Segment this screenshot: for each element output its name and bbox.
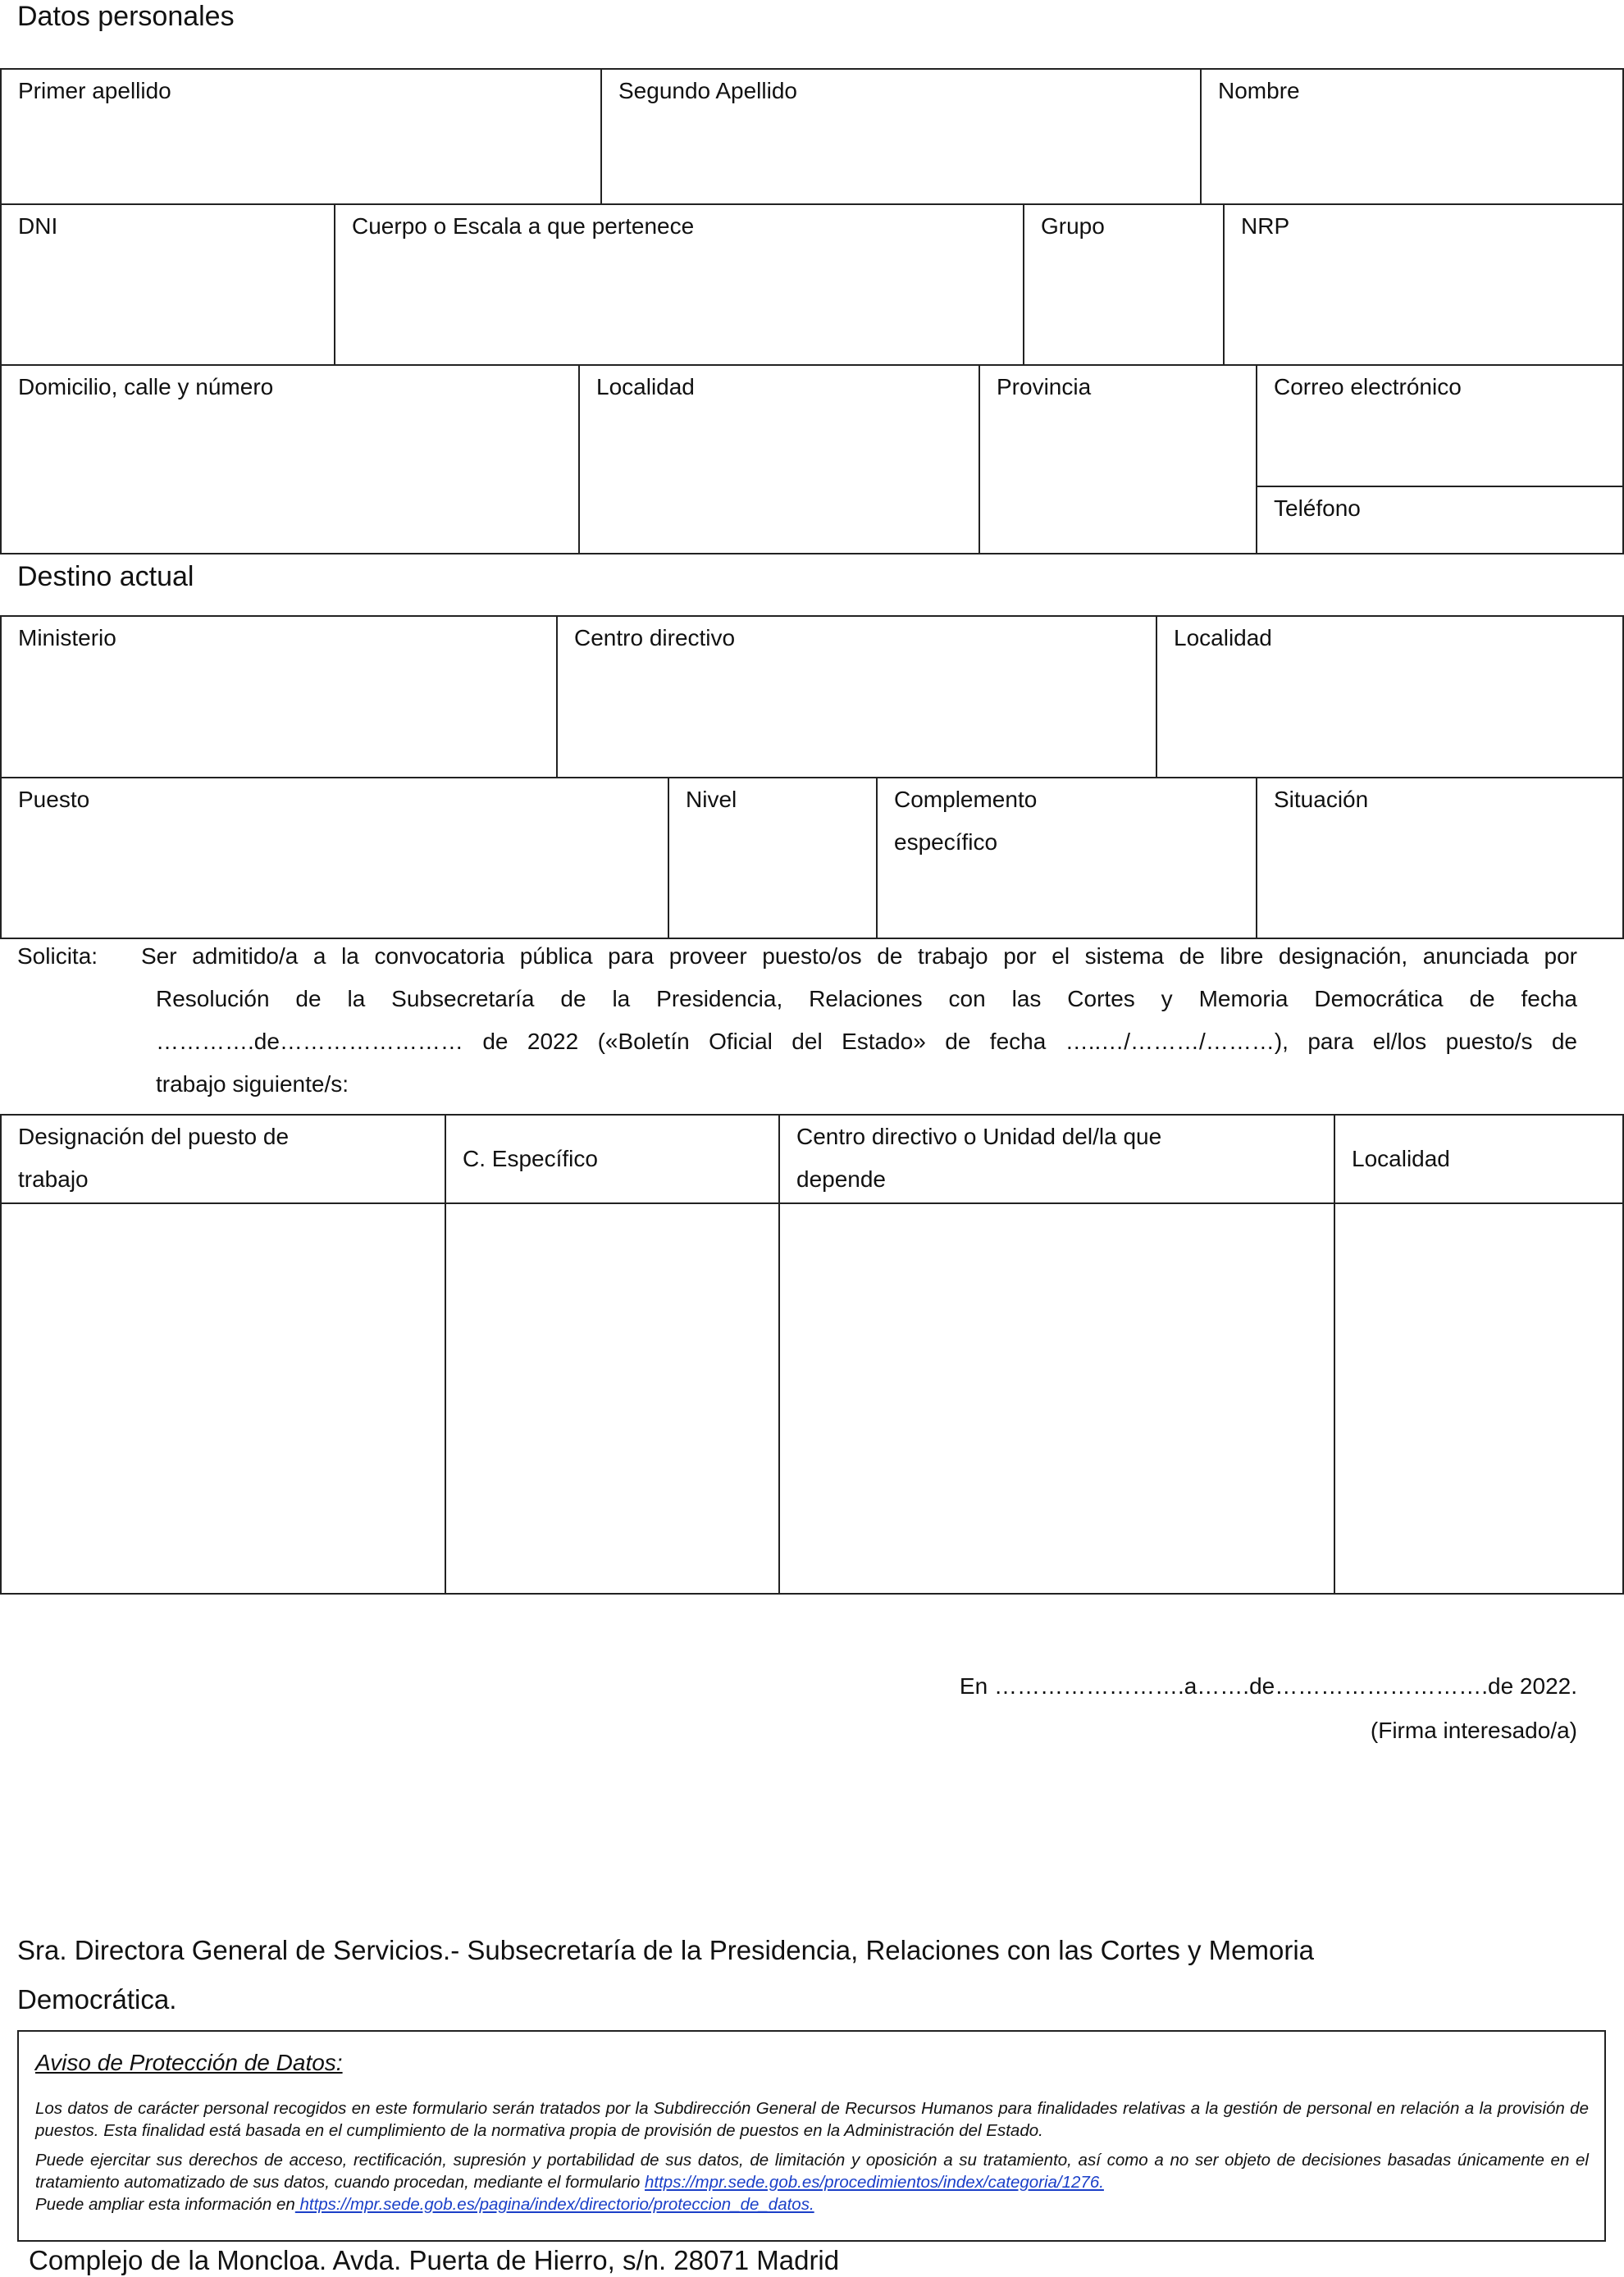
th-localidad xyxy=(1334,1114,1624,1204)
destinatario-line-1: Sra. Directora General de Servicios.- Subsecretaría de la Presidencia, Relaciones con las Cortes y Memoria xyxy=(17,1935,1315,1965)
label-provincia: Provincia xyxy=(997,374,1092,399)
field-complemento[interactable] xyxy=(876,777,1257,939)
th-designacion-line-1: Designación del puesto de xyxy=(18,1124,290,1149)
solicita-line-3: ………….de…………………… de 2022 («Boletín Oficial del Estado» de fecha …..…/………/………), para el/los puesto/s de xyxy=(156,1029,1577,1054)
aviso-link-proteccion-datos[interactable]: https://mpr.sede.gob.es/pagina/index/directorio/proteccion_de_datos. xyxy=(294,2195,814,2214)
label-cuerpo: Cuerpo o Escala a que pertenece xyxy=(352,213,695,239)
field-ministerio[interactable] xyxy=(0,615,558,778)
firma-fecha: En …………………….a…….de……………………….de 2022. xyxy=(959,1673,1577,1699)
th-localidad-label: Localidad xyxy=(1352,1146,1450,1171)
th-designacion xyxy=(0,1114,446,1204)
destinatario-line-2: Democrática. xyxy=(17,1984,177,2015)
label-destino-localidad: Localidad xyxy=(1174,625,1272,650)
label-telefono: Teléfono xyxy=(1274,495,1361,521)
label-dni: DNI xyxy=(18,213,58,239)
label-nivel: Nivel xyxy=(686,787,737,812)
td-centro-directivo[interactable] xyxy=(778,1202,1335,1595)
label-localidad: Localidad xyxy=(596,374,695,399)
th-centro-directivo xyxy=(778,1114,1335,1204)
label-nombre: Nombre xyxy=(1218,78,1300,103)
label-primer-apellido: Primer apellido xyxy=(18,78,171,103)
section-title-personal: Datos personales xyxy=(17,1,235,32)
field-nrp[interactable] xyxy=(1223,203,1624,366)
aviso-link-formulario[interactable]: https://mpr.sede.gob.es/procedimientos/index/categoria/1276. xyxy=(645,2173,1104,2192)
aviso-paragraph-2-text: Puede ejercitar sus derechos de acceso, rectificación, supresión y portabilidad de sus datos, de limitación y oposición a su tratamiento, así como a no ser objeto de decisiones basadas únicamente en el tratamiento automatizado de sus datos, cuando procedan, mediante el formulario xyxy=(35,2151,1589,2192)
field-puesto[interactable] xyxy=(0,777,669,939)
aviso-paragraph-3 xyxy=(35,2193,1589,2215)
solicita-line-4: trabajo siguiente/s: xyxy=(156,1071,349,1097)
th-centro-line-2: depende xyxy=(796,1166,887,1192)
field-nombre[interactable] xyxy=(1200,68,1624,205)
label-grupo: Grupo xyxy=(1041,213,1105,239)
label-domicilio: Domicilio, calle y número xyxy=(18,374,274,399)
td-localidad[interactable] xyxy=(1334,1202,1624,1595)
label-complemento-1: Complemento xyxy=(894,787,1038,812)
label-segundo-apellido: Segundo Apellido xyxy=(618,78,797,103)
field-centro-directivo[interactable] xyxy=(556,615,1157,778)
th-c-especifico xyxy=(445,1114,780,1204)
field-primer-apellido[interactable] xyxy=(0,68,602,205)
aviso-proteccion-datos xyxy=(17,2030,1606,2242)
footer-address: Complejo de la Moncloa. Avda. Puerta de Hierro, s/n. 28071 Madrid xyxy=(29,2245,840,2275)
td-c-especifico[interactable] xyxy=(445,1202,780,1595)
td-designacion[interactable] xyxy=(0,1202,446,1595)
field-grupo[interactable] xyxy=(1023,203,1225,366)
aviso-title: Aviso de Protección de Datos: xyxy=(35,2050,343,2075)
th-centro-line-1: Centro directivo o Unidad del/la que xyxy=(796,1124,1162,1149)
th-c-especifico-label: C. Específico xyxy=(463,1146,598,1171)
solicita-label: Solicita: xyxy=(17,943,98,969)
label-situacion: Situación xyxy=(1274,787,1369,812)
field-situacion[interactable] xyxy=(1256,777,1624,939)
solicita-line-2: Resolución de la Subsecretaría de la Presidencia, Relaciones con las Cortes y Memoria Democrática de fecha xyxy=(156,986,1577,1011)
field-localidad[interactable] xyxy=(578,364,980,554)
label-complemento-2: específico xyxy=(894,829,998,855)
label-correo: Correo electrónico xyxy=(1274,374,1462,399)
firma-interesado: (Firma interesado/a) xyxy=(1370,1718,1577,1743)
field-dni[interactable] xyxy=(0,203,335,366)
aviso-paragraph-3-text: Puede ampliar esta información en xyxy=(35,2195,295,2214)
field-segundo-apellido[interactable] xyxy=(600,68,1202,205)
field-nivel[interactable] xyxy=(668,777,878,939)
field-correo[interactable] xyxy=(1256,364,1624,487)
aviso-paragraph-2 xyxy=(35,2149,1589,2193)
section-title-destino: Destino actual xyxy=(17,561,194,592)
field-provincia[interactable] xyxy=(979,364,1257,554)
field-telefono[interactable] xyxy=(1256,486,1624,554)
label-centro-directivo: Centro directivo xyxy=(574,625,736,650)
field-cuerpo[interactable] xyxy=(334,203,1024,366)
label-ministerio: Ministerio xyxy=(18,625,116,650)
th-designacion-line-2: trabajo xyxy=(18,1166,89,1192)
solicita-line-1: Ser admitido/a a la convocatoria pública para proveer puesto/os de trabajo por el sistema de libre designación, anunciada por xyxy=(141,943,1577,969)
field-destino-localidad[interactable] xyxy=(1156,615,1624,778)
field-domicilio[interactable] xyxy=(0,364,580,554)
label-nrp: NRP xyxy=(1241,213,1290,239)
aviso-paragraph-1: Los datos de carácter personal recogidos en este formulario serán tratados por la Subdirección General de Recursos Humanos para finalidades relativas a la gestión de personal en relación a la provisión de puestos. Esta finalidad está basada en el cumplimiento de la normativa propia de provisión de puestos en la Administración del Estado. xyxy=(35,2099,1589,2140)
label-puesto: Puesto xyxy=(18,787,90,812)
